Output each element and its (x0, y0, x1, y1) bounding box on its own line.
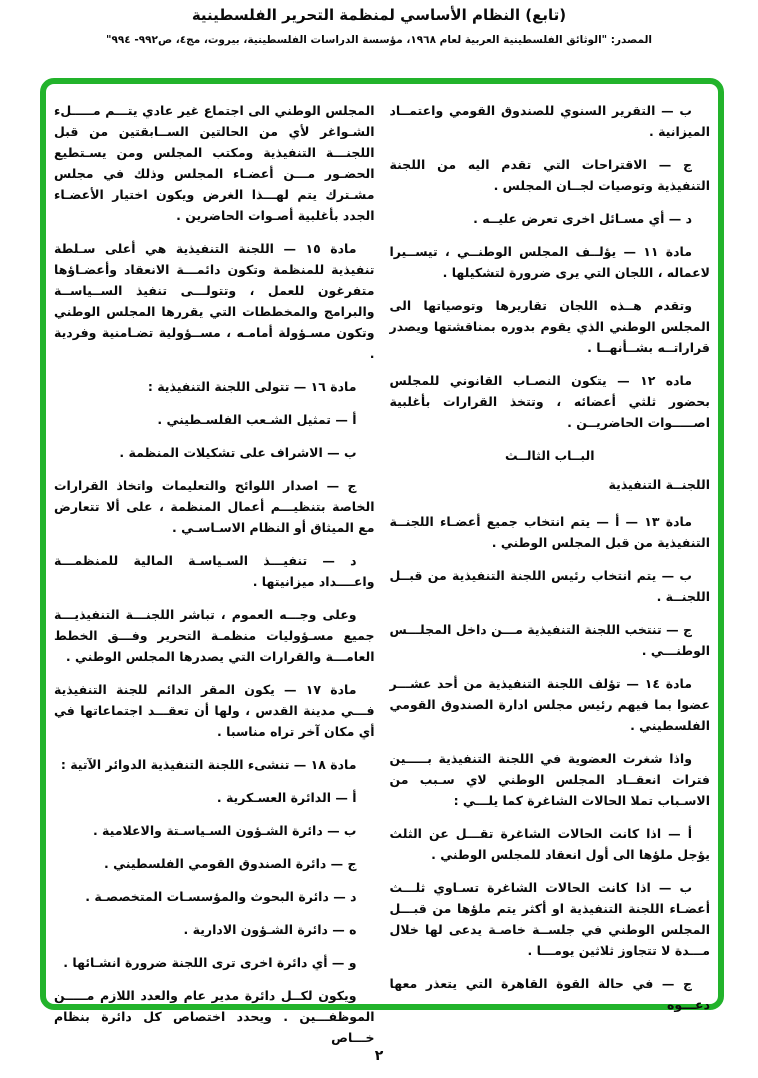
left-column (54, 100, 375, 1045)
paragraph: ج — في حالة القوة القاهرة التي يتعذر معها دعـــوه (389, 976, 710, 1012)
paragraph: مادة ١٧ — يكون المقر الدائم للجنة التنفيذية فـــي مدينة القدس ، ولها أن تعقـــد اجتماعاتها في أي مكان آخر تراه مناسبا . (54, 682, 375, 739)
section-heading: اللجنــة التنفيذية (608, 477, 710, 492)
paragraph: ج — دائرة الصندوق القومي الفلسطيني . (103, 856, 357, 871)
paragraph: مادة ١١ — يؤلــف المجلس الوطنــي ، تيســيرا لاعماله ، اللجان التي يرى ضرورة لتشكيلها . (389, 244, 710, 280)
paragraph: د — دائرة البحوث والمؤسسـات المتخصصـة . (85, 889, 357, 904)
paragraph: د — تنفيـــذ السـياسـة المالية للمنظمـــة واعــــداد ميزانيتها . (54, 553, 375, 589)
paragraph: و — أي دائرة اخرى ترى اللجنة ضرورة انشـائها . (63, 955, 357, 970)
paragraph: وتقدم هــذه اللجان تقاريرها وتوصياتها الى المجلس الوطني الذي يقوم بدوره بمناقشتها ويصدر قراراتــه بشــأنهــا . (389, 298, 710, 355)
document-title: (تابع) النظام الأساسي لمنظمة التحرير الفلسطينية (191, 6, 567, 24)
paragraph: مادة ١٥ — اللجنة التنفيذية هي أعلى سـلطة تنفيذية للمنظمة وتكون دائمـــة الانعقاد وأعضـاؤها متفرغون للعمل ، وتتولـــى تنفيذ الســياســة والبرامج والمخططات التي يقررها المجلس الوطني وتكون مسـؤولة أمامـه ، مســؤولية تضـامنية وفردية . (54, 241, 375, 361)
right-column (389, 100, 711, 1012)
paragraph: ب — اذا كانت الحالات الشاغرة تسـاوي ثلـــث أعضـاء اللجنة التنفيذية او أكثر يتم ملؤها من قبـــل المجلس الوطني في جلســة خاصـة يدعى لها خلال مـــدة لا تتجاوز ثلاثين يومـــا . (389, 880, 710, 958)
paragraph: ماده ١٢ — يتكون النصـاب القانوني للمجلس بحضور ثلثي أعضائه ، وتتخذ القرارات بأغلبية اصـــــوات الحاضريــن . (389, 373, 710, 430)
chapter-heading: البــاب الثالــث (505, 448, 595, 463)
paragraph: أ — الدائرة العسـكرية . (216, 790, 357, 805)
paragraph: ج — اصدار اللوائح والتعليمات واتخاذ القرارات الخاصة بتنظيـــم أعمال المنظمة ، على ألا تتعارض مع الميثاق أو النظام الاسـاسـي . (54, 478, 375, 535)
paragraph: ج — الاقتراحات التي تقدم اليه من اللجنة التنفيذية وتوصيات لجــان المجلس . (389, 157, 710, 193)
paragraph: المجلس الوطني الى اجتماع غير عادي يتـــم مـــــلء الشـواغر لأي من الحالتين الســابقتين من قبل اللجنـــة التنفيذية ومكتب المجلس ومن يسـتطيع الحضـور مـــن أعضـاء المجلس وذلك في مجلس مشـترك يتم لهـــذا الغرض ويكون اختيار الأعضـاء الجدد بأغلبية أصـوات الحاضرين . (54, 103, 375, 223)
paragraph: واذا شغرت العضوية في اللجنة التنفيذية بـــــين فترات انعقــاد المجلس الوطني لاي سـبب من الاسـباب تملا الحالات الشاغرة كما يلـــي : (389, 751, 710, 808)
paragraph: ب — يتم انتخاب رئيس اللجنة التنفيذية من قبــل اللجنــة . (389, 568, 710, 604)
paragraph: ويكون لكــل دائرة مدير عام والعدد اللازم مـــــن الموظفـــين . ويحدد اختصاص كل دائرة بنظام خـــاص (54, 988, 375, 1045)
paragraph: مادة ١٤ — تؤلف اللجنة التنفيذية من أحد عشـــر عضوا بما فيهم رئيس مجلس ادارة الصندوق القومي الفلسطيني . (389, 676, 710, 733)
paragraph: د — أي مسـائل اخرى تعرض عليــه . (473, 211, 692, 226)
paragraph: وعلى وجـــه العموم ، تباشر اللجنـــة التنفيذيـــة جميع مسـؤوليات منظمـة التحرير وفـــق الخطط العامـــة والقرارات التي يصدرها المجلس الوطني . (54, 607, 375, 664)
paragraph: ه — دائرة الشـؤون الادارية . (183, 922, 357, 937)
page-number: ٢ (374, 1048, 384, 1064)
paragraph: ج — تنتخب اللجنة التنفيذية مـــن داخل المجلـــس الوطنـــي . (389, 622, 710, 658)
green-border-frame (40, 78, 724, 1045)
paragraph: مادة ١٨ — تنشىء اللجنة التنفيذية الدوائر الآتية : (60, 757, 357, 772)
paragraph: أ — اذا كانت الحالات الشاغرة تقـــل عن الثلث يؤجل ملؤها الى أول انعقاد للمجلس الوطني . (389, 826, 710, 862)
paragraph: أ — تمثيل الشـعب الفلسـطيني . (157, 412, 357, 427)
paragraph: ب — التقرير السنوي للصندوق القومي واعتمــاد الميزانية . (389, 103, 710, 139)
document-source: المصدر: "الوثائق الفلسطينية العربية لعام ١٩٦٨، مؤسسة الدراسات الفلسطينية، بيروت، مج٤، ص٩٩٢- ٩٩٤" (105, 34, 653, 46)
paragraph: ب — الاشراف على تشكيلات المنظمة . (119, 445, 357, 460)
page-header (0, 6, 758, 46)
paragraph: ب — دائرة الشـؤون السـياسـتة والاعلامية . (92, 823, 357, 838)
paragraph: مادة ١٦ — تتولى اللجنة التنفيذية : (147, 379, 357, 394)
paragraph: مادة ١٣ — أ — يتم انتخاب جميع أعضـاء اللجنــة التنفيذية من قبل المجلس الوطني . (389, 514, 710, 550)
